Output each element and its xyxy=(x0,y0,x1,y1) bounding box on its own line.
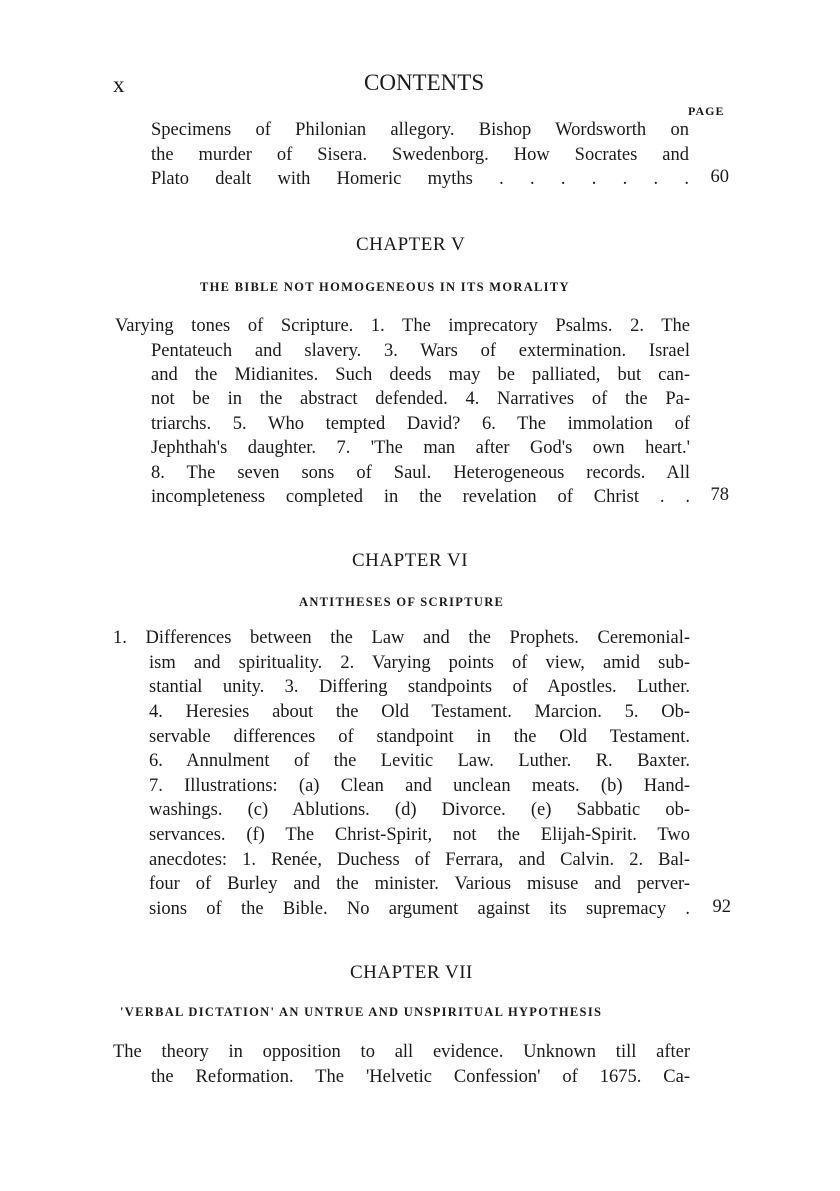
page-number: 78 xyxy=(710,485,729,505)
entry-line: washings. (c) Ablutions. (d) Divorce. (e) Sabbatic ob- xyxy=(149,800,690,820)
entry-line: 8. The seven sons of Saul. Heterogeneous records. All xyxy=(151,463,690,483)
chapter-heading: CHAPTER V xyxy=(356,234,466,255)
entry-line: ism and spirituality. 2. Varying points of view, amid sub- xyxy=(149,653,690,673)
entry-line: not be in the abstract defended. 4. Narratives of the Pa- xyxy=(151,389,690,409)
entry-line: sions of the Bible. No argument against its supremacy . xyxy=(149,899,690,919)
chapter-subtitle: 'VERBAL DICTATION' AN UNTRUE AND UNSPIRITUAL HYPOTHESIS xyxy=(120,1005,603,1019)
chapter-subtitle: THE BIBLE NOT HOMOGENEOUS IN ITS MORALITY xyxy=(200,280,570,294)
entry-line: the Reformation. The 'Helvetic Confession' of 1675. Ca- xyxy=(151,1067,690,1087)
running-title: CONTENTS xyxy=(364,70,485,95)
entry-line: the murder of Sisera. Swedenborg. How Socrates and xyxy=(151,145,689,165)
entry-line: Specimens of Philonian allegory. Bishop Wordsworth on xyxy=(151,120,689,140)
page-number: 92 xyxy=(712,897,731,917)
entry-line: 4. Heresies about the Old Testament. Marcion. 5. Ob- xyxy=(149,702,690,722)
entry-line: anecdotes: 1. Renée, Duchess of Ferrara, and Calvin. 2. Bal- xyxy=(149,850,690,870)
entry-line: stantial unity. 3. Differing standpoints of Apostles. Luther. xyxy=(149,677,690,697)
entry-line: Jephthah's daughter. 7. 'The man after God's own heart.' xyxy=(151,438,690,458)
entry-line: Plato dealt with Homeric myths . . . . . . . xyxy=(151,169,689,189)
chapter-heading: CHAPTER VI xyxy=(352,550,469,571)
page-numeral: x xyxy=(113,72,125,97)
entry-line: Pentateuch and slavery. 3. Wars of extermination. Israel xyxy=(151,341,690,361)
entry-line: The theory in opposition to all evidence. Unknown till after xyxy=(113,1042,690,1062)
entry-line: triarchs. 5. Who tempted David? 6. The immolation of xyxy=(151,414,690,434)
page-number: 60 xyxy=(710,167,729,187)
entry-line: 6. Annulment of the Levitic Law. Luther. R. Baxter. xyxy=(149,751,690,771)
chapter-subtitle: ANTITHESES OF SCRIPTURE xyxy=(299,595,505,609)
page-column-label: PAGE xyxy=(688,104,725,118)
entry-line: incompleteness completed in the revelation of Christ . . xyxy=(151,487,690,507)
entry-line: four of Burley and the minister. Various misuse and perver- xyxy=(149,874,690,894)
entry-line: servances. (f) The Christ-Spirit, not the Elijah-Spirit. Two xyxy=(149,825,690,845)
entry-line: 1. Differences between the Law and the Prophets. Ceremonial- xyxy=(113,628,690,648)
chapter-heading: CHAPTER VII xyxy=(350,962,473,983)
entry-line: 7. Illustrations: (a) Clean and unclean meats. (b) Hand- xyxy=(149,776,690,796)
entry-line: servable differences of standpoint in the Old Testament. xyxy=(149,727,690,747)
entry-line: and the Midianites. Such deeds may be palliated, but can- xyxy=(151,365,690,385)
entry-line: Varying tones of Scripture. 1. The imprecatory Psalms. 2. The xyxy=(115,316,690,336)
